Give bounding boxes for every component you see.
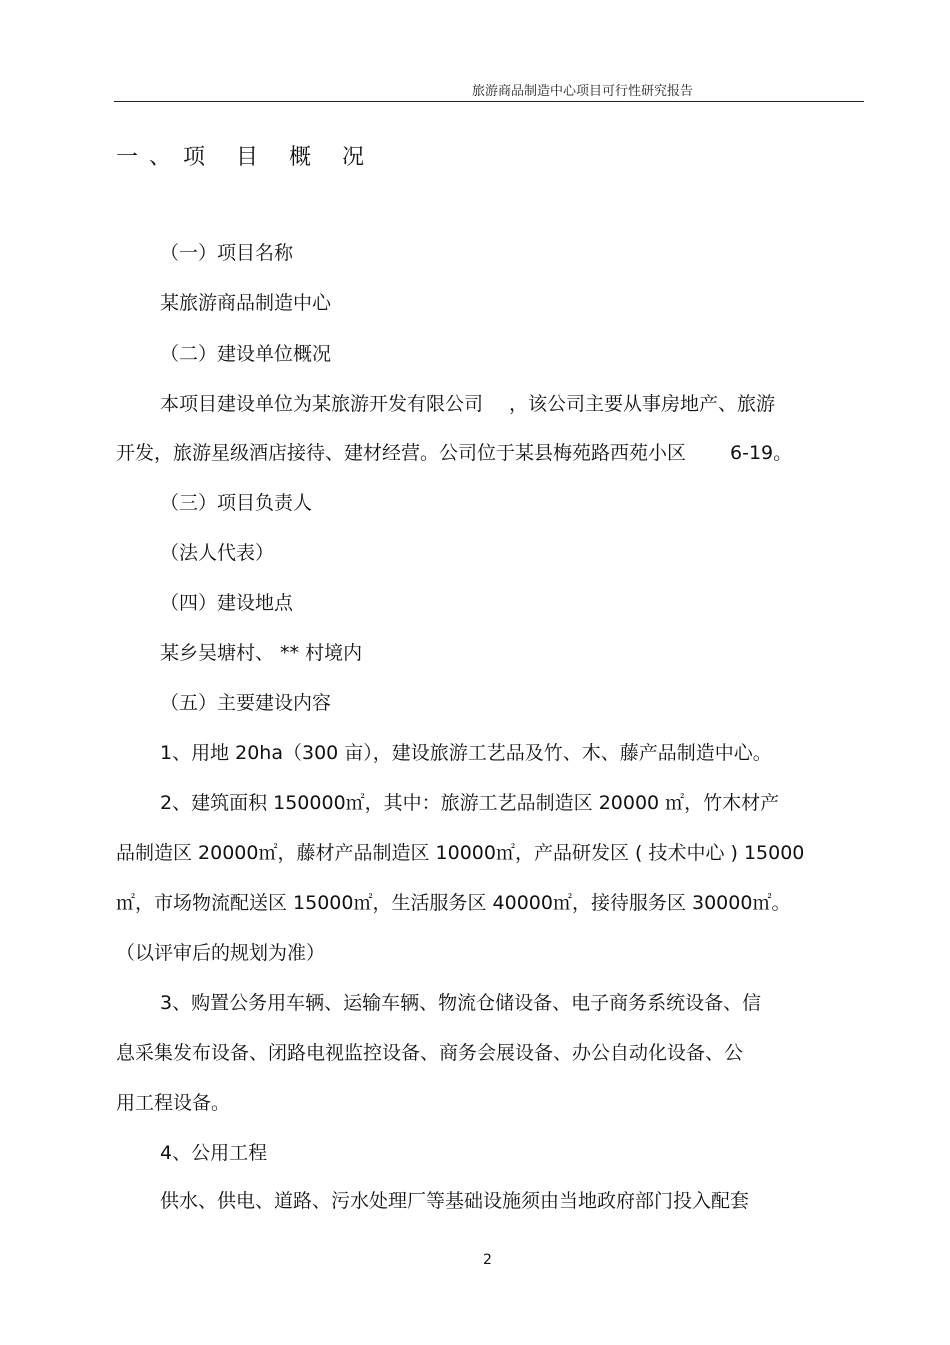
section-title: 项 目 概 况 <box>183 145 376 170</box>
running-header: 旅游商品制造中心项目可行性研究报告 <box>472 84 694 99</box>
subheading-leader: （三）项目负责人 <box>160 492 313 514</box>
list-item-1: 1、用地 20ha（300 亩），建设旅游工艺品及竹、木、藤产品制造中心。 <box>160 742 772 764</box>
list-item-2-line-1: 2、建筑面积 150000㎡，其中：旅游工艺品制造区 20000 ㎡，竹木材产 <box>160 792 780 814</box>
list-item-4-paragraph: 供水、供电、道路、污水处理厂等基础设施须由当地政府部门投入配套 <box>160 1190 750 1212</box>
paragraph-location: 某乡吴塘村、 ** 村境内 <box>160 642 363 664</box>
section-number: 一 、 <box>116 145 173 170</box>
section-heading <box>116 140 376 171</box>
list-item-2-line-4: （以评审后的规划为准） <box>116 942 326 964</box>
list-item-2-line-2: 品制造区 20000㎡，藤材产品制造区 10000㎡，产品研发区 ( 技术中心 ) 15000 <box>116 842 805 864</box>
page-number: 2 <box>483 1252 492 1268</box>
paragraph-builder-line-1 <box>160 392 775 416</box>
paragraph-builder-line-2 <box>116 441 792 465</box>
header-divider <box>114 101 864 102</box>
subheading-construction: （五）主要建设内容 <box>160 692 332 714</box>
list-item-3-line-1: 3、购置公务用车辆、运输车辆、物流仓储设备、电子商务系统设备、信 <box>160 992 762 1014</box>
paragraph-project-name: 某旅游商品制造中心 <box>160 292 332 314</box>
builder-text-d: 6-19。 <box>730 442 793 464</box>
list-item-2-line-3: ㎡，市场物流配送区 15000㎡，生活服务区 40000㎡，接待服务区 30000㎡。 <box>116 892 791 914</box>
list-item-4: 4、公用工程 <box>160 1142 268 1164</box>
subheading-builder: （二）建设单位概况 <box>160 343 332 365</box>
paragraph-leader: （法人代表） <box>160 542 275 564</box>
subheading-location: （四）建设地点 <box>160 592 294 614</box>
builder-text-b: ，该公司主要从事房地产、旅游 <box>509 393 776 415</box>
builder-text-a: 本项目建设单位为某旅游开发有限公司 <box>160 393 484 415</box>
subheading-project-name: （一）项目名称 <box>160 242 294 264</box>
builder-text-c: 开发，旅游星级酒店接待、建材经营。公司位于某县梅苑路西苑小区 <box>116 442 687 464</box>
list-item-3-line-2: 息采集发布设备、闭路电视监控设备、商务会展设备、办公自动化设备、公 <box>116 1042 744 1064</box>
list-item-3-line-3: 用工程设备。 <box>116 1092 231 1114</box>
